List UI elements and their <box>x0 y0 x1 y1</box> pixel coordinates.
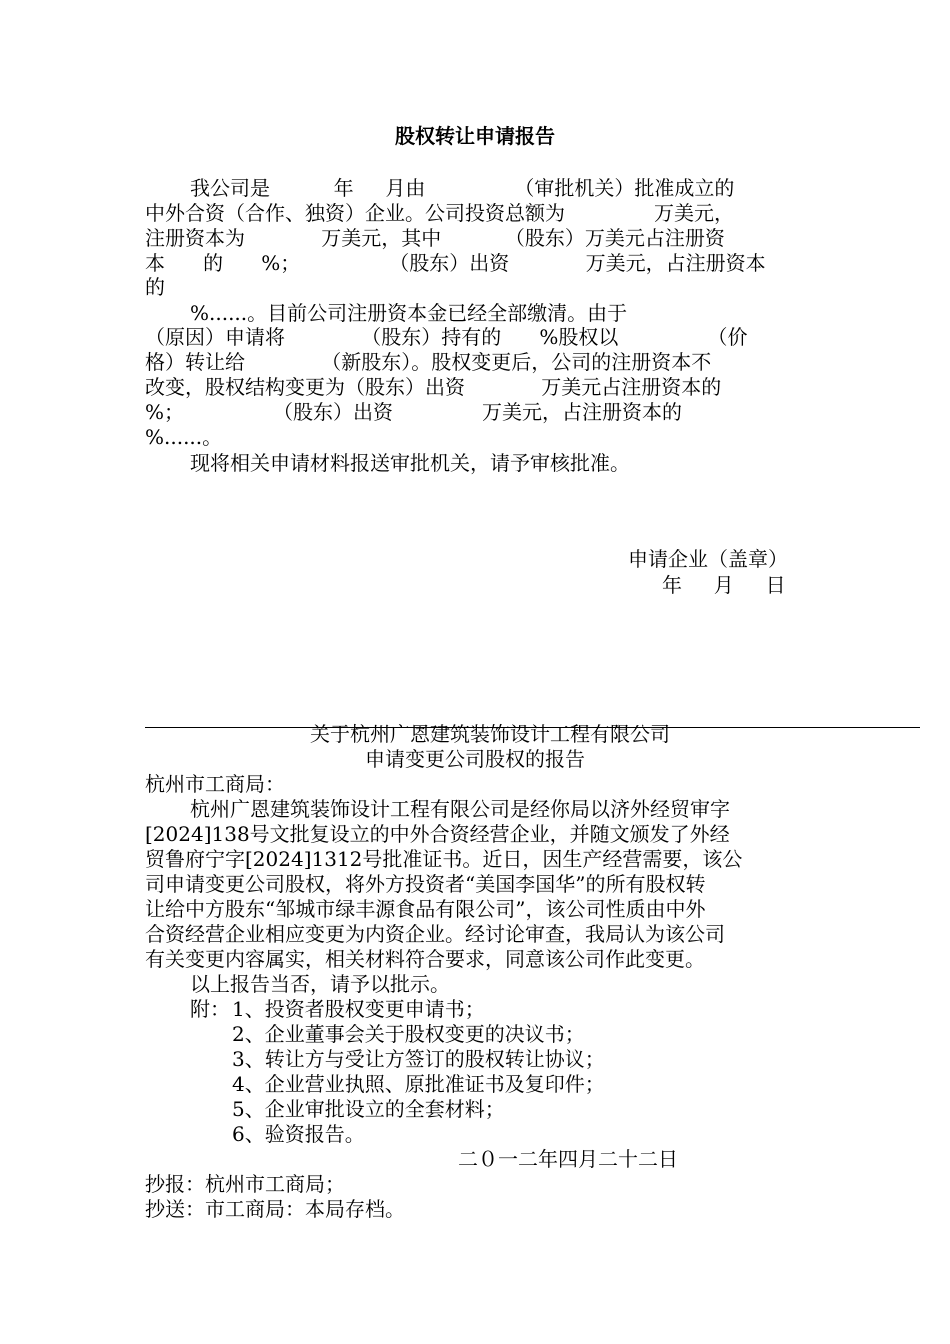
application-line: 中外合资（合作、独资）企业。公司投资总额为 万美元， <box>145 201 735 225</box>
application-line: 的 <box>145 275 165 299</box>
cc-report: 抄报：杭州市工商局； <box>145 1172 345 1196</box>
report-date: 二０一二年四月二十二日 <box>458 1147 678 1171</box>
application-line: %； （股东）出资 万美元，占注册资本的 <box>145 400 683 424</box>
application-line: 本 的 %； （股东）出资 万美元，占注册资本 <box>145 251 766 275</box>
report-line: 合资经营企业相应变更为内资企业。经讨论审查，我局认为该公司 <box>145 922 725 946</box>
cc-send: 抄送：市工商局：本局存档。 <box>145 1197 405 1221</box>
attachment-item: 5、企业审批设立的全套材料； <box>232 1097 505 1121</box>
application-line: 现将相关申请材料报送审批机关，请予审核批准。 <box>190 451 630 475</box>
report-addressee: 杭州市工商局： <box>145 772 285 796</box>
report-line: 有关变更内容属实，相关材料符合要求，同意该公司作此变更。 <box>145 947 705 971</box>
signature-line: 申请企业（盖章） <box>628 547 788 571</box>
signature-date: 年 月 日 <box>662 573 786 597</box>
application-line: 格）转让给 （新股东）。股权变更后，公司的注册资本不 <box>145 350 712 374</box>
application-line: （原因）申请将 （股东）持有的 %股权以 （价 <box>145 325 748 349</box>
attachment-item: 4、企业营业执照、原批准证书及复印件； <box>232 1072 605 1096</box>
report-title-line2: 申请变更公司股权的报告 <box>365 747 585 771</box>
application-line: 注册资本为 万美元，其中 （股东）万美元占注册资 <box>145 226 725 250</box>
attachment-item: 2、企业董事会关于股权变更的决议书； <box>232 1022 585 1046</box>
report-line: 让给中方股东“邹城市绿丰源食品有限公司”，该公司性质由中外 <box>145 897 706 921</box>
report-line: 贸鲁府宁字[2024]1312号批准证书。近日，因生产经营需要，该公 <box>145 847 743 871</box>
report-line: 司申请变更公司股权，将外方投资者“美国李国华”的所有股权转 <box>145 872 706 896</box>
attachment-item: 1、投资者股权变更申请书； <box>232 997 485 1021</box>
report-title-line1: 关于杭州广恩建筑装饰设计工程有限公司 <box>310 722 670 746</box>
report-line: [2024]138号文批复设立的中外合资经营企业，并随文颁发了外经 <box>145 822 730 846</box>
application-line: %......。目前公司注册资本金已经全部缴清。由于 <box>190 301 628 325</box>
application-line: 改变，股权结构变更为（股东）出资 万美元占注册资本的 <box>145 375 722 399</box>
attachment-item: 3、转让方与受让方签订的股权转让协议； <box>232 1047 605 1071</box>
report-closing: 以上报告当否，请予以批示。 <box>190 972 450 996</box>
application-title: 股权转让申请报告 <box>395 124 555 148</box>
application-line: 我公司是 年 月由 （审批机关）批准成立的 <box>190 176 735 200</box>
attachments-label: 附： <box>190 997 230 1021</box>
attachment-item: 6、验资报告。 <box>232 1122 365 1146</box>
report-line: 杭州广恩建筑装饰设计工程有限公司是经你局以济外经贸审字 <box>190 797 730 821</box>
application-line: %......。 <box>145 425 223 449</box>
